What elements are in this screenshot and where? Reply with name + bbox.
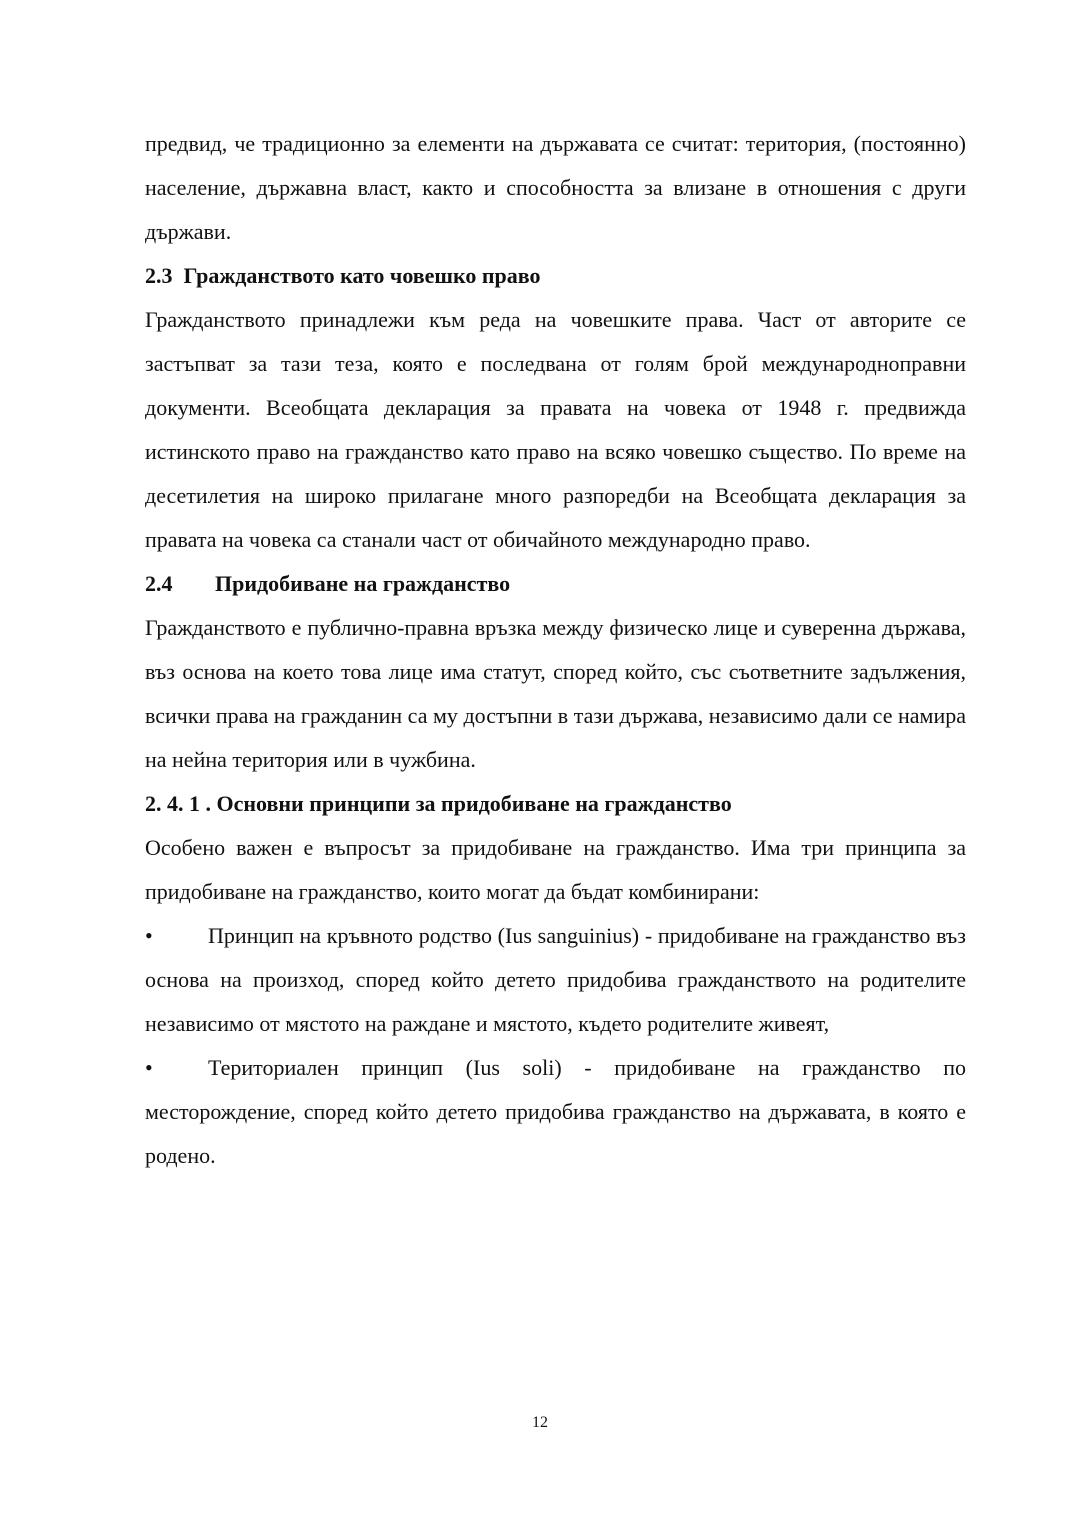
section-heading-2-3 <box>145 254 966 298</box>
section-heading-2-4 <box>145 562 966 606</box>
section-title: Придобиване на гражданство <box>215 571 511 596</box>
section-heading-2-4-1: 2. 4. 1 . Основни принципи за придобиване на гражданство <box>145 791 732 816</box>
bullet-item-2 <box>145 1046 966 1178</box>
bullet-text: Териториален принцип (Ius soli) - придобиване на гражданство по месторождение, според който детето придобива гражданство на държавата, в която е родено. <box>145 1055 966 1168</box>
section-title: Гражданството като човешко право <box>183 263 541 288</box>
section-2-4-1-paragraph: Особено важен е въпросът за придобиване на гражданство. Има три принципа за придобиване на гражданство, които могат да бъдат комбинирани: <box>145 835 966 904</box>
bullet-text: Принцип на кръвното родство (Ius sanguinius) - придобиване на гражданство въз основа на произход, според който детето придобива гражданството на родителите независимо от мястото на раждане и мястото, където родителите живеят, <box>145 923 966 1036</box>
section-number: 2.3 <box>145 263 173 288</box>
section-2-4-paragraph: Гражданството е публично-правна връзка между физическо лице и суверенна държава, въз основа на което това лице има статут, според който, със съответните задължения, всички права на гражданин са му достъпни в тази държава, независимо дали се намира на нейна територия или в чужбина. <box>145 615 966 772</box>
section-2-3-paragraph: Гражданството принадлежи към реда на човешките права. Част от авторите се застъпват за тази теза, която е последвана от голям брой международноправни документи. Всеобщата декларация за правата на човека от 1948 г. предвижда истинското право на гражданство като право на всяко човешко същество. По време на десетилетия на широко прилагане много разпоредби на Всеобщата декларация за правата на човека са станали част от обичайното международно право. <box>145 307 966 552</box>
bullet-mark: • <box>145 1055 153 1080</box>
intro-paragraph: предвид, че традиционно за елементи на държавата се считат: територия, (постоянно) население, държавна власт, както и способността за влизане в отношения с други държави. <box>145 131 966 244</box>
bullet-item-1 <box>145 914 966 1046</box>
bullet-mark: • <box>145 923 153 948</box>
section-number: 2.4 <box>145 571 173 596</box>
page-content <box>145 122 966 1178</box>
page-number: 12 <box>532 1414 548 1431</box>
